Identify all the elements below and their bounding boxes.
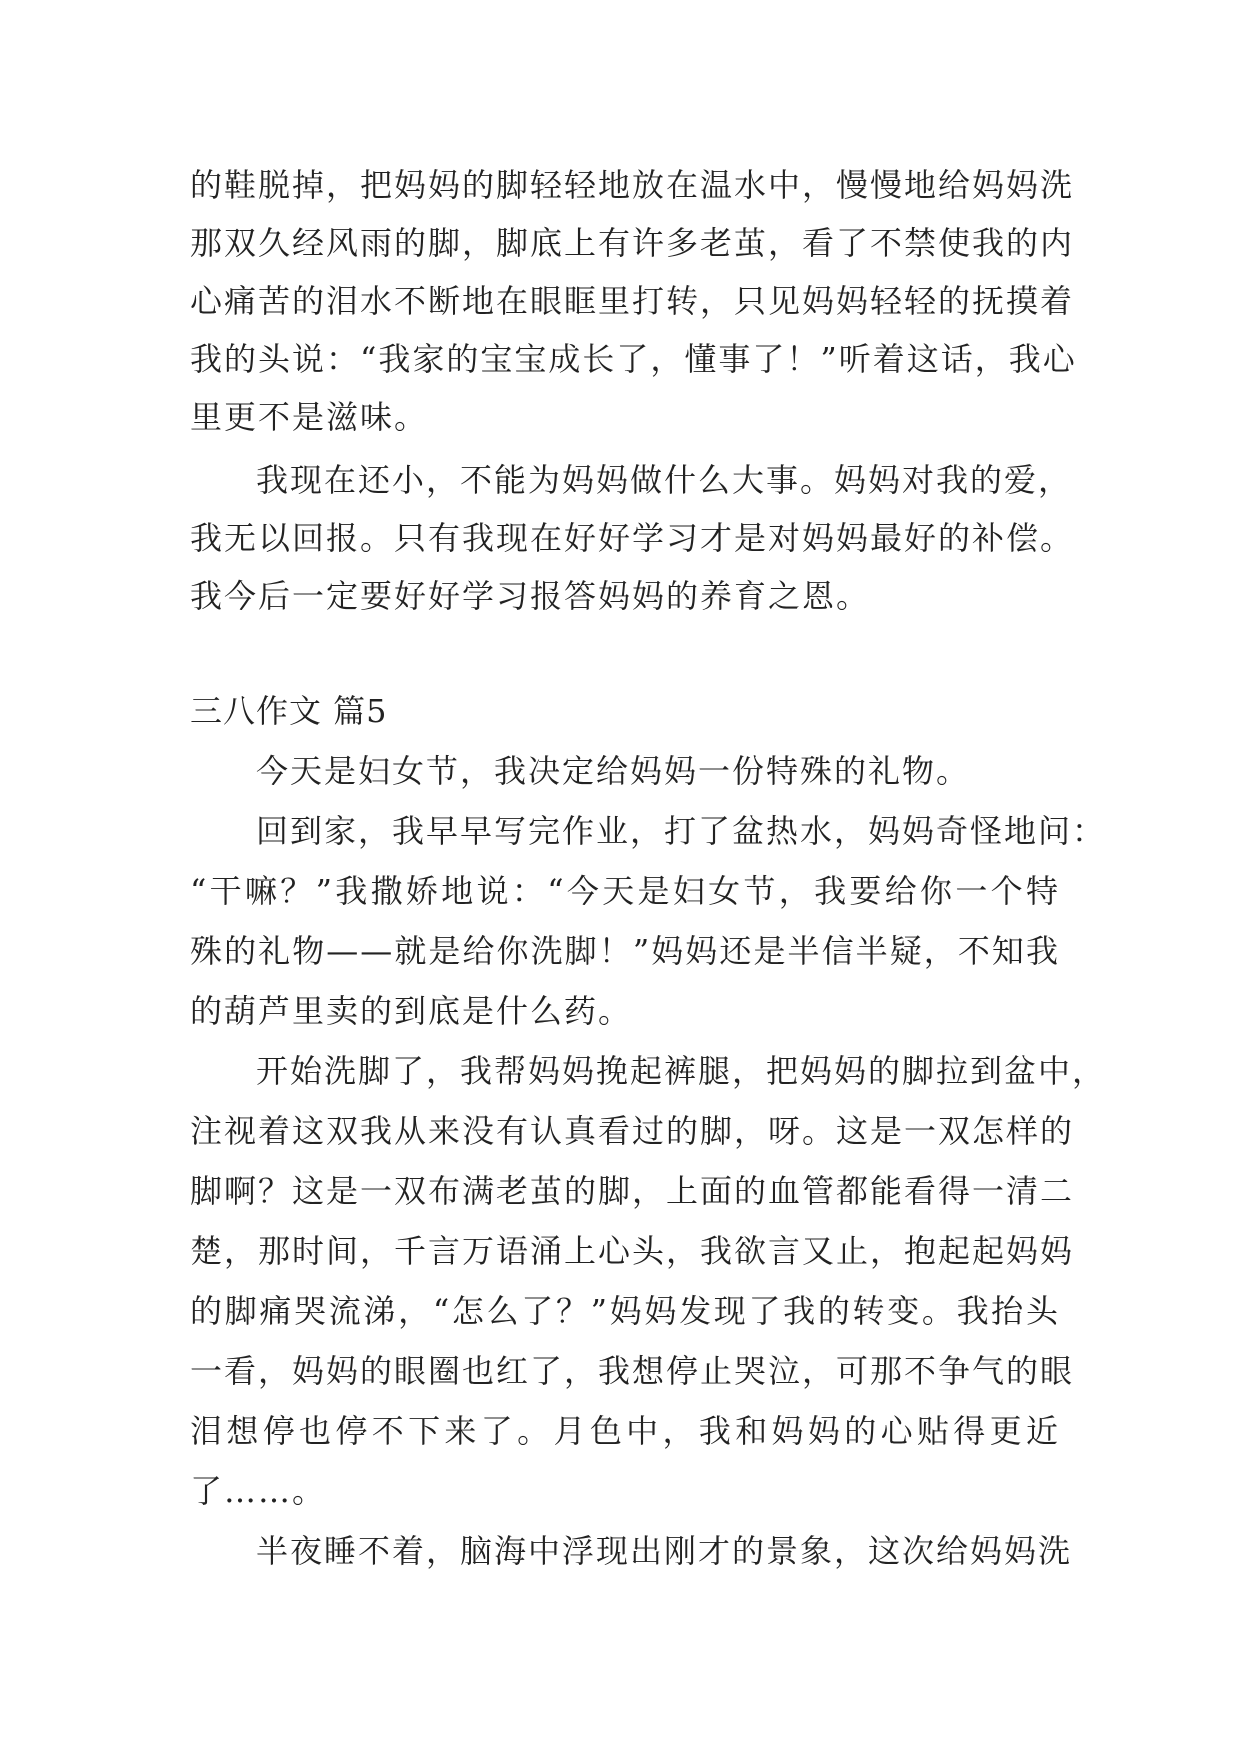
text-line-content: 我的头说：“我家的宝宝成长了，懂事了！”听着这话，我心 [190,340,1077,378]
text-line-content: 我今后一定要好好学习报答妈妈的养育之恩。 [190,577,871,615]
text-line [190,866,1060,912]
text-line-content: 注视着这双我从来没有认真看过的脚，呀。这是一双怎样的 [190,1112,1075,1150]
text-line-content: 的脚痛哭流涕，“怎么了？”妈妈发现了我的转变。我抬头 [190,1292,1060,1330]
text-line-content: 脚啊？这是一双布满老茧的脚，上面的血管都能看得一清二 [190,1172,1075,1210]
section-title: 三八作文 篇5 [190,692,388,730]
text-line-content: 里更不是滋味。 [190,398,429,436]
text-line-content: 那双久经风雨的脚，脚底上有许多老茧，看了不禁使我的内 [190,224,1075,262]
text-line [190,1226,1075,1272]
text-line-content: 今天是妇女节，我决定给妈妈一份特殊的礼物。 [256,752,971,790]
text-line [190,1466,326,1512]
text-line-content: 一看，妈妈的眼圈也红了，我想停止哭泣，可那不争气的眼 [190,1352,1075,1390]
text-line [190,1346,1075,1392]
text-line [190,1406,1060,1452]
text-line [190,160,1075,206]
text-line-content: 泪想停也停不下来了。月色中，我和妈妈的心贴得更近 [190,1412,1060,1450]
text-line-content: 开始洗脚了，我帮妈妈挽起裤腿，把妈妈的脚拉到盆中， [256,1052,1107,1090]
text-line-content: 我现在还小，不能为妈妈做什么大事。妈妈对我的爱， [256,461,1073,499]
text-line [190,513,1075,559]
text-line [190,392,428,438]
text-line-content: 心痛苦的泪水不断地在眼眶里打转，只见妈妈轻轻的抚摸着 [190,282,1075,320]
text-line [256,806,1107,852]
text-line [190,1286,1060,1332]
text-line-content: 殊的礼物——就是给你洗脚！”妈妈还是半信半疑，不知我 [190,932,1060,970]
text-line [190,986,632,1032]
text-line [256,746,970,792]
text-line [190,571,870,617]
text-line [190,1106,1075,1152]
text-line-content: 了……。 [190,1472,327,1510]
text-line-content: 回到家，我早早写完作业，打了盆热水，妈妈奇怪地问： [256,812,1107,850]
text-line [190,926,1060,972]
text-line-content: 半夜睡不着，脑海中浮现出刚才的景象，这次给妈妈洗 [256,1532,1073,1570]
text-line-content: 我无以回报。只有我现在好好学习才是对妈妈最好的补偿。 [190,519,1075,557]
text-line [256,1046,1107,1092]
text-line-content: “干嘛？”我撒娇地说：“今天是妇女节，我要给你一个特 [190,872,1060,910]
text-line [256,455,1073,501]
text-line [190,334,1077,380]
text-line-content: 的葫芦里卖的到底是什么药。 [190,992,633,1030]
text-line-content: 的鞋脱掉，把妈妈的脚轻轻地放在温水中，慢慢地给妈妈洗 [190,166,1075,204]
text-line [256,1526,1073,1572]
text-line [190,276,1075,322]
text-line [190,1166,1075,1212]
text-line-content: 楚，那时间，千言万语涌上心头，我欲言又止，抱起起妈妈 [190,1232,1075,1270]
text-line [190,218,1075,264]
